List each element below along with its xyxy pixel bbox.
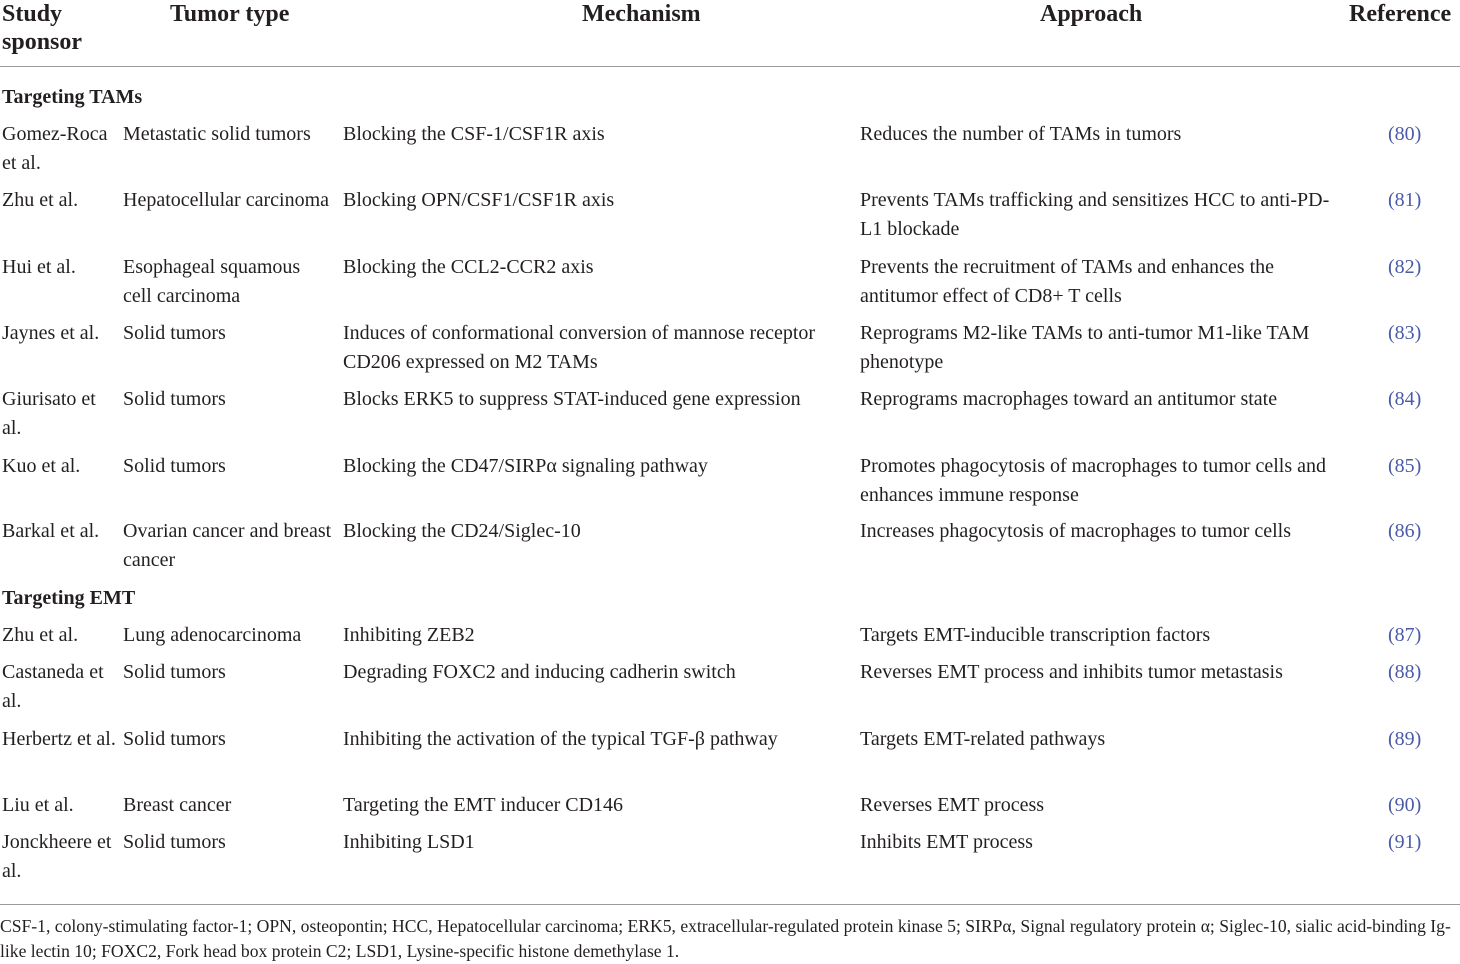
row-mechanism: Blocking OPN/CSF1/CSF1R axis bbox=[343, 189, 615, 211]
row-approach: Promotes phagocytosis of macrophages to tumor cells and enhances immune response bbox=[860, 455, 1327, 506]
row-reference-link[interactable]: (89) bbox=[1388, 728, 1422, 750]
row-tumor-type: Breast cancer bbox=[123, 794, 232, 816]
row-sponsor: Jaynes et al. bbox=[2, 322, 100, 344]
row-tumor-type: Lung adenocarcinoma bbox=[123, 624, 302, 646]
row-mechanism: Degrading FOXC2 and inducing cadherin switch bbox=[343, 661, 736, 683]
row-sponsor: Liu et al. bbox=[2, 794, 74, 816]
row-approach: Targets EMT-inducible transcription factors bbox=[860, 624, 1211, 646]
row-reference-link[interactable]: (80) bbox=[1388, 123, 1422, 145]
header-reference: Reference bbox=[1349, 1, 1452, 27]
row-tumor-type: Solid tumors bbox=[123, 728, 226, 750]
row-reference-link[interactable]: (84) bbox=[1388, 388, 1422, 410]
row-sponsor: Herbertz et al. bbox=[2, 728, 116, 750]
header-approach: Approach bbox=[1040, 1, 1143, 27]
row-tumor-type: Solid tumors bbox=[123, 455, 226, 477]
row-tumor-type: Solid tumors bbox=[123, 322, 226, 344]
row-tumor-type: Solid tumors bbox=[123, 831, 226, 853]
row-sponsor: Giurisato et al. bbox=[2, 388, 96, 439]
row-tumor-type: Esophageal squamous cell carcinoma bbox=[123, 256, 301, 307]
row-reference-link[interactable]: (86) bbox=[1388, 520, 1422, 542]
table-footnote: CSF-1, colony-stimulating factor-1; OPN, osteopontin; HCC, Hepatocellular carcinoma; ERK5, extracellular-regulated protein kinase 5; SIRPα, Signal regulatory protein α; Siglec-10, sialic acid-binding Ig-like lectin 10; FOXC2, Fork head box protein C2; LSD1, Lysine-specific histone demethylase 1. bbox=[0, 916, 1451, 961]
row-sponsor: Zhu et al. bbox=[2, 189, 79, 211]
row-approach: Increases phagocytosis of macrophages to tumor cells bbox=[860, 520, 1291, 542]
header-divider bbox=[0, 66, 1460, 67]
row-approach: Reprograms macrophages toward an antitumor state bbox=[860, 388, 1278, 410]
row-mechanism: Blocking the CCL2-CCR2 axis bbox=[343, 256, 594, 278]
row-approach: Reverses EMT process bbox=[860, 794, 1045, 816]
row-reference-link[interactable]: (88) bbox=[1388, 661, 1422, 683]
footer-divider bbox=[0, 904, 1460, 905]
section-title: Targeting TAMs bbox=[2, 86, 143, 108]
row-mechanism: Blocking the CD47/SIRPα signaling pathway bbox=[343, 455, 708, 477]
row-reference-link[interactable]: (81) bbox=[1388, 189, 1422, 211]
row-sponsor: Kuo et al. bbox=[2, 455, 81, 477]
row-sponsor: Castaneda et al. bbox=[2, 661, 104, 712]
row-mechanism: Blocks ERK5 to suppress STAT-induced gene expression bbox=[343, 388, 801, 410]
header-tumor-type: Tumor type bbox=[170, 1, 290, 27]
row-tumor-type: Ovarian cancer and breast cancer bbox=[123, 520, 332, 571]
row-reference-link[interactable]: (90) bbox=[1388, 794, 1422, 816]
row-approach: Inhibits EMT process bbox=[860, 831, 1033, 853]
row-sponsor: Gomez-Roca et al. bbox=[2, 123, 108, 174]
row-mechanism: Targeting the EMT inducer CD146 bbox=[343, 794, 624, 816]
row-sponsor: Jonckheere et al. bbox=[2, 831, 112, 882]
row-tumor-type: Solid tumors bbox=[123, 661, 226, 683]
row-approach: Reprograms M2-like TAMs to anti-tumor M1-like TAM phenotype bbox=[860, 322, 1310, 373]
row-sponsor: Barkal et al. bbox=[2, 520, 100, 542]
header-mechanism: Mechanism bbox=[582, 1, 701, 27]
header-study-sponsor: Study sponsor bbox=[2, 1, 83, 55]
row-tumor-type: Hepatocellular carcinoma bbox=[123, 189, 329, 211]
row-mechanism: Inhibiting ZEB2 bbox=[343, 624, 475, 646]
row-mechanism: Blocking the CSF-1/CSF1R axis bbox=[343, 123, 605, 145]
row-tumor-type: Metastatic solid tumors bbox=[123, 123, 311, 145]
row-reference-link[interactable]: (82) bbox=[1388, 256, 1422, 278]
row-mechanism: Inhibiting LSD1 bbox=[343, 831, 475, 853]
row-mechanism: Induces of conformational conversion of mannose receptor CD206 expressed on M2 TAMs bbox=[343, 322, 816, 373]
row-reference-link[interactable]: (87) bbox=[1388, 624, 1422, 646]
row-reference-link[interactable]: (91) bbox=[1388, 831, 1422, 853]
section-title: Targeting EMT bbox=[2, 587, 136, 609]
row-approach: Prevents the recruitment of TAMs and enhances the antitumor effect of CD8+ T cells bbox=[860, 256, 1275, 307]
row-approach: Targets EMT-related pathways bbox=[860, 728, 1106, 750]
row-mechanism: Inhibiting the activation of the typical TGF-β pathway bbox=[343, 728, 778, 750]
row-sponsor: Zhu et al. bbox=[2, 624, 79, 646]
row-approach: Reverses EMT process and inhibits tumor metastasis bbox=[860, 661, 1283, 683]
row-approach: Reduces the number of TAMs in tumors bbox=[860, 123, 1182, 145]
row-approach: Prevents TAMs trafficking and sensitizes HCC to anti-PD-L1 blockade bbox=[860, 189, 1330, 240]
row-mechanism: Blocking the CD24/Siglec-10 bbox=[343, 520, 581, 542]
row-sponsor: Hui et al. bbox=[2, 256, 76, 278]
row-reference-link[interactable]: (83) bbox=[1388, 322, 1422, 344]
row-reference-link[interactable]: (85) bbox=[1388, 455, 1422, 477]
row-tumor-type: Solid tumors bbox=[123, 388, 226, 410]
